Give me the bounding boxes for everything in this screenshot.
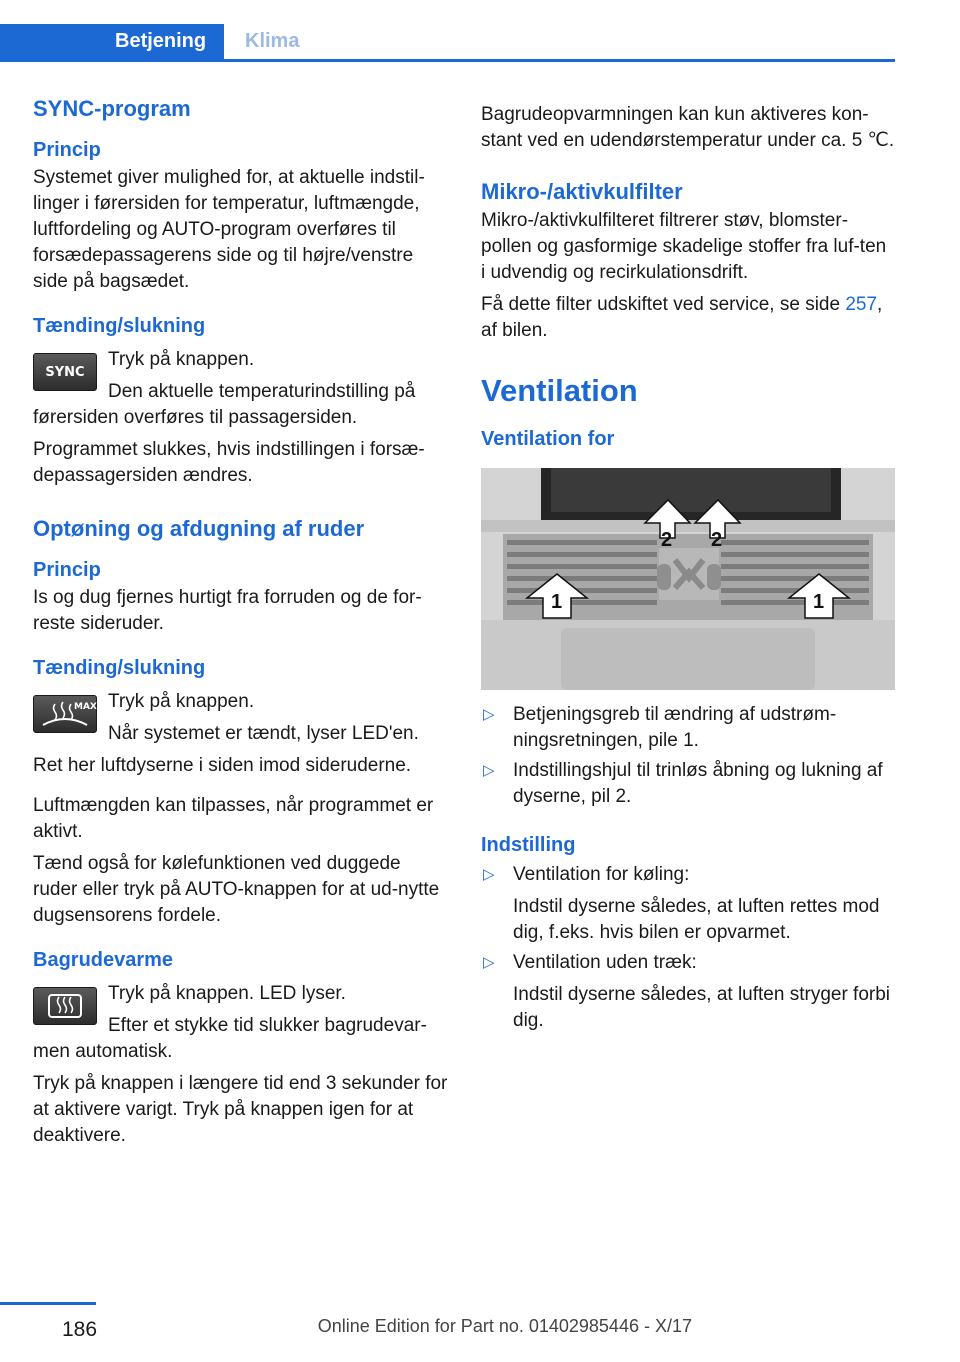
sync-desc-cont: førersiden overføres til passagersiden. (33, 407, 358, 428)
list-item: ▷ Betjeningsgreb til ændring af udstrøm-ningsretningen, pile 1. (481, 702, 895, 754)
filter-text: Mikro-/aktivkulfilteret filtrerer støv, blomster-pollen og gasformige skadelige stoffer fra luf-ten i udvendig og recirkulationsdrift. (481, 210, 887, 283)
filter-service-text: Få dette filter udskiftet ved service, se side 257, af bilen. (481, 294, 883, 341)
list-item: ▷ Indstillingshjul til trinløs åbning og lukning af dyserne, pil 2. (481, 758, 895, 810)
rear-button-row (33, 981, 448, 1065)
page-link-257[interactable]: 257 (845, 294, 878, 315)
tab-betjening[interactable]: Betjening (0, 24, 224, 59)
max-defrost-button-icon (33, 695, 97, 733)
left-column (33, 95, 448, 1149)
air-vent-illustration (481, 468, 895, 690)
triangle-bullet-icon: ▷ (483, 706, 495, 723)
chapter-tab-bar (0, 24, 895, 62)
defrost-press: Tryk på knappen. (108, 691, 255, 712)
rear-auto-off-cont: men automatisk. (33, 1041, 173, 1062)
triangle-bullet-icon: ▷ (483, 954, 495, 971)
rear-auto-off: Efter et stykke tid slukker bagrudevar- (108, 1015, 427, 1036)
svg-text:MAX: MAX (74, 702, 97, 712)
sync-princip-text: Systemet giver mulighed for, at aktuelle indstil-linger i førersiden for temperatur, luftmængde, luftfordeling og AUTO-program overføres til forsædepassagerens side og til højre/venstre side på bagsædet. (33, 167, 425, 292)
ventilation-for-heading: Ventilation for (481, 428, 615, 450)
sync-button-row (33, 347, 448, 431)
rear-heading: Bagrudevarme (33, 949, 174, 971)
sync-desc: Den aktuelle temperaturindstilling på (108, 381, 416, 402)
edition-text: Online Edition for Part no. 01402985446 - X/17 (317, 1316, 692, 1336)
page-number: 186 (62, 1318, 98, 1341)
rear-press: Tryk på knappen. LED lyser. (108, 983, 346, 1004)
sync-off-text: Programmet slukkes, hvis indstillingen i forsæ-depassagersiden ændres. (33, 439, 425, 486)
vent-parts-list (481, 702, 895, 810)
footer-rule (0, 1302, 96, 1305)
sync-switch-heading: Tænding/slukning (33, 315, 206, 337)
defrost-cool-text: Tænd også for kølefunktionen ved duggede ruder eller tryk på AUTO-knappen for at ud-nytte dugsensorens fordele. (33, 853, 440, 926)
filter-heading: Mikro-/aktivkulfilter (481, 179, 683, 204)
max-button-row (33, 689, 448, 747)
setting-list (481, 862, 895, 1034)
defrost-princip-text: Is og dug fjernes hurtigt fra forruden og de for-reste sideruder. (33, 587, 422, 634)
svg-text:2: 2 (711, 529, 723, 551)
setting-heading: Indstilling (481, 834, 576, 856)
ventilation-photo (481, 468, 895, 690)
list-item: ▷ Ventilation uden træk: Indstil dyserne således, at luften stryger forbi dig. (481, 950, 895, 1034)
svg-text:1: 1 (813, 591, 825, 613)
rear-defrost-button-icon (33, 987, 97, 1025)
ventilation-title: Ventilation (481, 373, 638, 408)
right-column (481, 102, 895, 1034)
sync-princip-heading: Princip (33, 139, 101, 161)
sync-button-icon: SYNC (33, 353, 97, 391)
tab-klima[interactable]: Klima (245, 30, 300, 52)
rear-long-text: Tryk på knappen i længere tid end 3 sekunder for at aktivere varigt. Tryk på knappen igen for at deaktivere. (33, 1073, 448, 1146)
triangle-bullet-icon: ▷ (483, 866, 495, 883)
sync-press: Tryk på knappen. (108, 349, 255, 370)
windshield-defrost-icon (37, 699, 97, 729)
defrost-title: Optøning og afdugning af ruder (33, 516, 365, 541)
defrost-led: Når systemet er tændt, lyser LED'en. (108, 723, 419, 744)
rear-constant-text: Bagrudeopvarmningen kan kun aktiveres kon-stant ved en udendørstemperatur under ca. 5 ℃. (481, 104, 895, 151)
svg-text:2: 2 (661, 529, 673, 551)
defrost-princip-heading: Princip (33, 559, 101, 581)
defrost-air-text: Luftmængden kan tilpasses, når programmet er aktivt. (33, 795, 434, 842)
rear-window-heater-icon (37, 991, 93, 1021)
list-item: ▷ Ventilation for køling: Indstil dyserne således, at luften rettes mod dig, f.eks. hvis bilen er opvarmet. (481, 862, 895, 946)
defrost-vents-text: Ret her luftdyserne i siden imod sideruderne. (33, 755, 412, 776)
svg-text:1: 1 (551, 591, 563, 613)
defrost-switch-heading: Tænding/slukning (33, 657, 206, 679)
sync-title: SYNC-program (33, 96, 191, 121)
triangle-bullet-icon: ▷ (483, 762, 495, 779)
